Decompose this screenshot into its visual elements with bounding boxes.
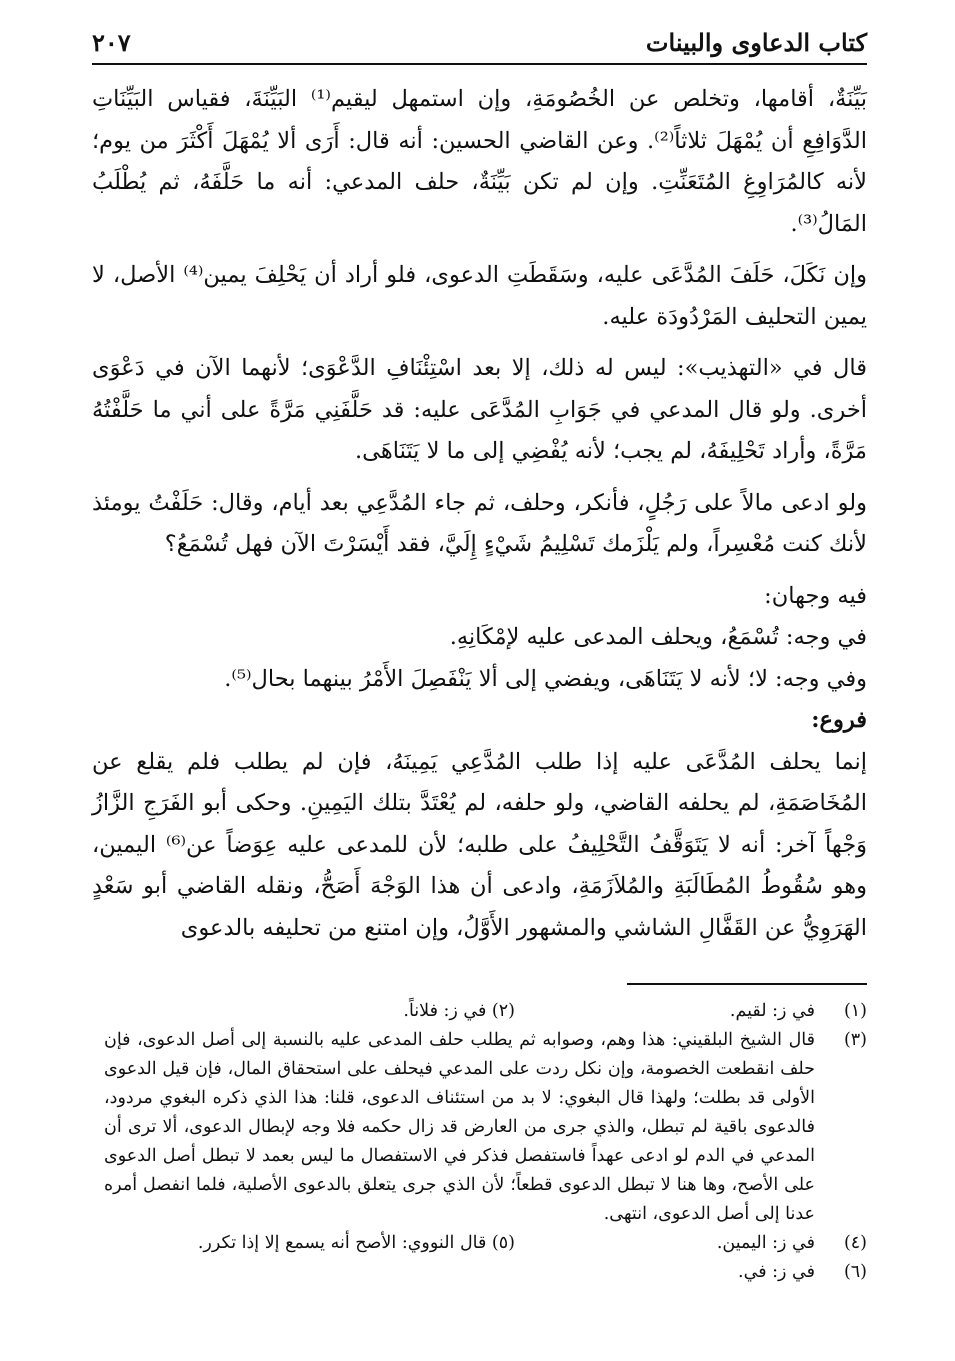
paragraph-2: وإن نَكَلَ، حَلَفَ المُدَّعَى عليه، وسَقَطَتِ الدعوى، فلو أراد أن يَحْلِفَ يمين⁽⁴⁾ الأصل، لا يمين التحليف المَرْدُودَة عليه. [92, 262, 867, 330]
footnote-row-4-5 [92, 1229, 867, 1258]
paragraph-8: إنما يحلف المُدَّعَى عليه إذا طلب المُدَّعِي يَمِينَهُ، فإن لم يطلب فلم يقلع عن المُخَاصَمَةِ، لم يحلفه القاضي، ولو حلفه، لم يُعْتَدَّ بتلك اليَمِينِ. وحكى أبو الفَرَجِ الزَّازُ وَجْهاً آخر: أنه لا يَتَوَقَّفُ التَّحْلِيفُ على طلبه؛ لأن للمدعى عليه عِوَضاً عن⁽⁶⁾ اليمين، وهو سُقُوطُ المُطَالَبَةِ والمُلاَزَمَةِ، وادعى أن هذا الوَجْهَ أَصَحُّ، ونقله القاضي أبو سَعْدٍ الهَرَوِيُّ عن القَفَّالِ الشاشي والمشهور الأَوَّلُ، وإن امتنع من تحليفه بالدعوى [92, 748, 867, 941]
footnote-divider [627, 983, 867, 985]
running-header [92, 28, 867, 65]
footnote-text: في ز: في. [738, 1262, 815, 1282]
footnote-row-1-2 [92, 997, 867, 1026]
footnote-text: قال الشيخ البلقيني: هذا وهم، وصوابه ثم يطلب حلف المدعى عليه بالنسبة إلى أصل الدعوى، فإن حلف انقطعت الخصومة، وإن نكل ردت على المدعي فيحلف على استحقاق المال، فإن قيل الدعوى الأولى قد بطلت؛ ولهذا قال البغوي: لا بد من استئناف الدعوى، قلنا: هذا الذي ذكره البغوي مردود، فالدعوى باقية لم تبطل، والذي جرى من العارض قد زال حكمه فلا وجه لإبطال الدعوى، ألا ترى أن المدعي في الدم لو ادعى عهداً فاستفصل فذكر في الاستفصال ما ليس بعمد لا تبطل أصل الدعوى على الأصح، وها هنا لا تبطل الدعوى قطعاً؛ لأن الذي جرى يتعلق بالدعوى الأصلية، فلما انفصل أمره عدنا إلى أصل الدعوى، انتهى. [104, 1030, 815, 1224]
footnote-3 [92, 1026, 867, 1229]
header-title: كتاب الدعاوى والبينات [645, 28, 867, 57]
paragraph-7: وفي وجه: لا؛ لأنه لا يَتَنَاهَى، ويفضي إلى ألا يَنْفَصِلَ الأَمْرُ بينهما بحال⁽⁵⁾. [224, 665, 867, 692]
section-heading: فروع: [811, 707, 867, 733]
footnote-text: (٥) قال النووي: الأصح أنه يسمع إلا إذا تكرر. [197, 1233, 515, 1253]
footnote-text: في ز: لقيم. [729, 1001, 815, 1021]
footnote-text: (٢) في ز: فلاناً. [403, 1001, 515, 1021]
footnote-6 [92, 1258, 867, 1287]
footnote-number: (٣) [843, 1030, 867, 1050]
page-number: ٢٠٧ [92, 28, 131, 57]
footnote-text: في ز: اليمين. [716, 1233, 815, 1253]
paragraph-1: بَيِّنَةٌ، أقامها، وتخلص عن الخُصُومَةِ، وإن استمهل ليقيم⁽¹⁾ البَيِّنَةَ، فقياس البَيِّنَاتِ الدَّوَافِعِ أن يُمْهَلَ ثلاثاً⁽²⁾. وعن القاضي الحسين: أنه قال: أَرَى ألا يُمْهَلَ أَكْثَرَ من يوم؛ لأنه كالمُرَاوِغِ المُتَعَنِّتِ. وإن لم تكن بَيِّنَةٌ، حلف المدعي: أنه ما حَلَّفَهُ، ثم يُطْلَبُ المَالُ⁽³⁾. [92, 86, 867, 237]
page [92, 28, 867, 1287]
paragraph-4: ولو ادعى مالاً على رَجُلٍ، فأنكر، وحلف، ثم جاء المُدَّعِي بعد أيام، وقال: حَلَفْتُ يومئذ لأنك كنت مُعْسِراً، ولم يَلْزَمك تَسْلِيمُ شَيْءٍ إِلَيَّ، فقد أَيْسَرْتَ الآن فهل تُسْمَعُ؟ [92, 489, 867, 557]
paragraph-3: قال في «التهذيب»: ليس له ذلك، إلا بعد اسْتِئْنَافِ الدَّعْوَى؛ لأنهما الآن في دَعْوَى أخرى. ولو قال المدعي في جَوَابِ المُدَّعَى عليه: قد حَلَّفَنِي مَرَّةً على أني ما حَلَّفْتُهُ مَرَّةً، وأراد تَحْلِيفَهُ، لم يجب؛ لأنه يُفْضِي إلى ما لا يَتَنَاهَى. [92, 355, 867, 464]
paragraph-6: في وجه: تُسْمَعُ، ويحلف المدعى عليه لإمْكَانِهِ. [449, 624, 867, 650]
footnote-number: (١) [843, 1001, 867, 1021]
footnote-number: (٤) [843, 1233, 867, 1253]
main-text [92, 79, 867, 949]
paragraph-5: فيه وجهان: [764, 582, 867, 609]
footnote-number: (٦) [843, 1262, 867, 1282]
footnotes [92, 997, 867, 1287]
